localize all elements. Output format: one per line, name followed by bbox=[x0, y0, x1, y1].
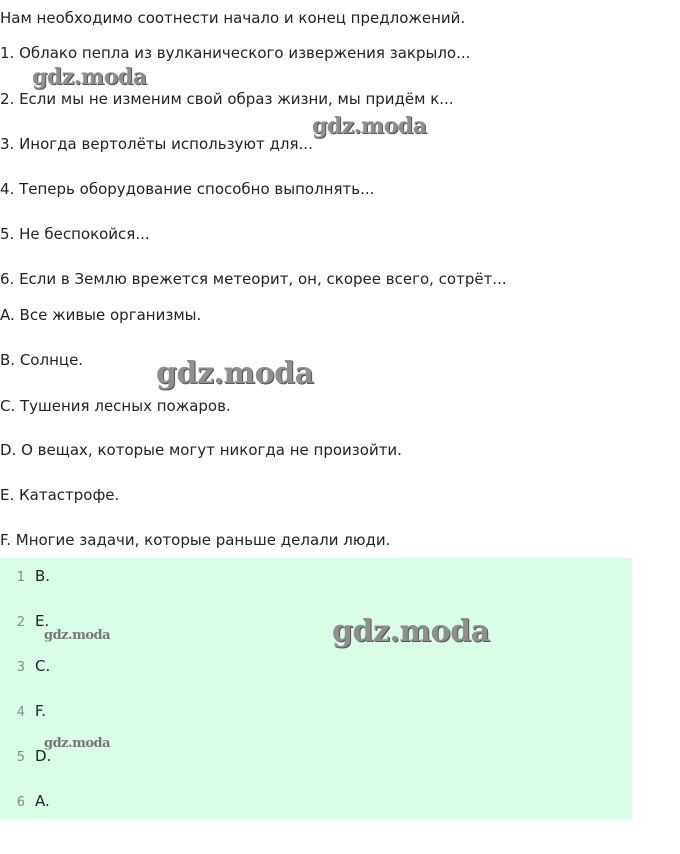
watermark: gdz.moda bbox=[312, 113, 427, 139]
answer-number: 2 bbox=[16, 615, 25, 630]
ending-f: F. Многие задачи, которые раньше делали люди. bbox=[0, 531, 391, 549]
answer-number: 4 bbox=[16, 705, 25, 720]
answer-value: B. bbox=[35, 567, 51, 585]
sentence-3: 3. Иногда вертолёты используют для... bbox=[0, 135, 313, 153]
watermark: gdz.moda bbox=[44, 736, 111, 751]
watermark: gdz.moda bbox=[332, 614, 490, 649]
answer-number: 6 bbox=[16, 795, 25, 810]
answer-value: A. bbox=[35, 792, 50, 810]
sentence-4: 4. Теперь оборудование способно выполнять... bbox=[0, 180, 375, 198]
answer-value: C. bbox=[35, 657, 51, 675]
sentence-2: 2. Если мы не изменим свой образ жизни, мы придём к... bbox=[0, 90, 454, 108]
answer-row bbox=[0, 656, 50, 676]
sentence-5: 5. Не беспокойся... bbox=[0, 225, 150, 243]
answer-row bbox=[0, 746, 51, 766]
answer-value: F. bbox=[35, 702, 46, 720]
answer-number: 5 bbox=[16, 750, 25, 765]
answer-row bbox=[0, 611, 49, 631]
answer-number: 1 bbox=[16, 570, 25, 585]
ending-a: A. Все живые организмы. bbox=[0, 306, 202, 324]
ending-d: D. О вещах, которые могут никогда не произойти. bbox=[0, 441, 402, 459]
sentence-1: 1. Облако пепла из вулканического извержения закрыло... bbox=[0, 44, 471, 62]
answer-value: E. bbox=[35, 612, 50, 630]
watermark: gdz.moda bbox=[156, 356, 314, 391]
ending-c: C. Тушения лесных пожаров. bbox=[0, 397, 231, 415]
answer-row bbox=[0, 791, 50, 811]
answer-row bbox=[0, 701, 46, 721]
answer-block bbox=[0, 558, 632, 819]
answer-row bbox=[0, 566, 50, 586]
sentence-6: 6. Если в Землю врежется метеорит, он, скорее всего, сотрёт... bbox=[0, 270, 507, 288]
watermark: gdz.moda bbox=[44, 628, 111, 643]
ending-b: B. Солнце. bbox=[0, 351, 84, 369]
answer-number: 3 bbox=[16, 660, 25, 675]
instruction-text: Нам необходимо соотнести начало и конец предложений. bbox=[0, 9, 466, 27]
answer-value: D. bbox=[35, 747, 52, 765]
watermark: gdz.moda bbox=[32, 64, 147, 90]
ending-e: E. Катастрофе. bbox=[0, 486, 120, 504]
